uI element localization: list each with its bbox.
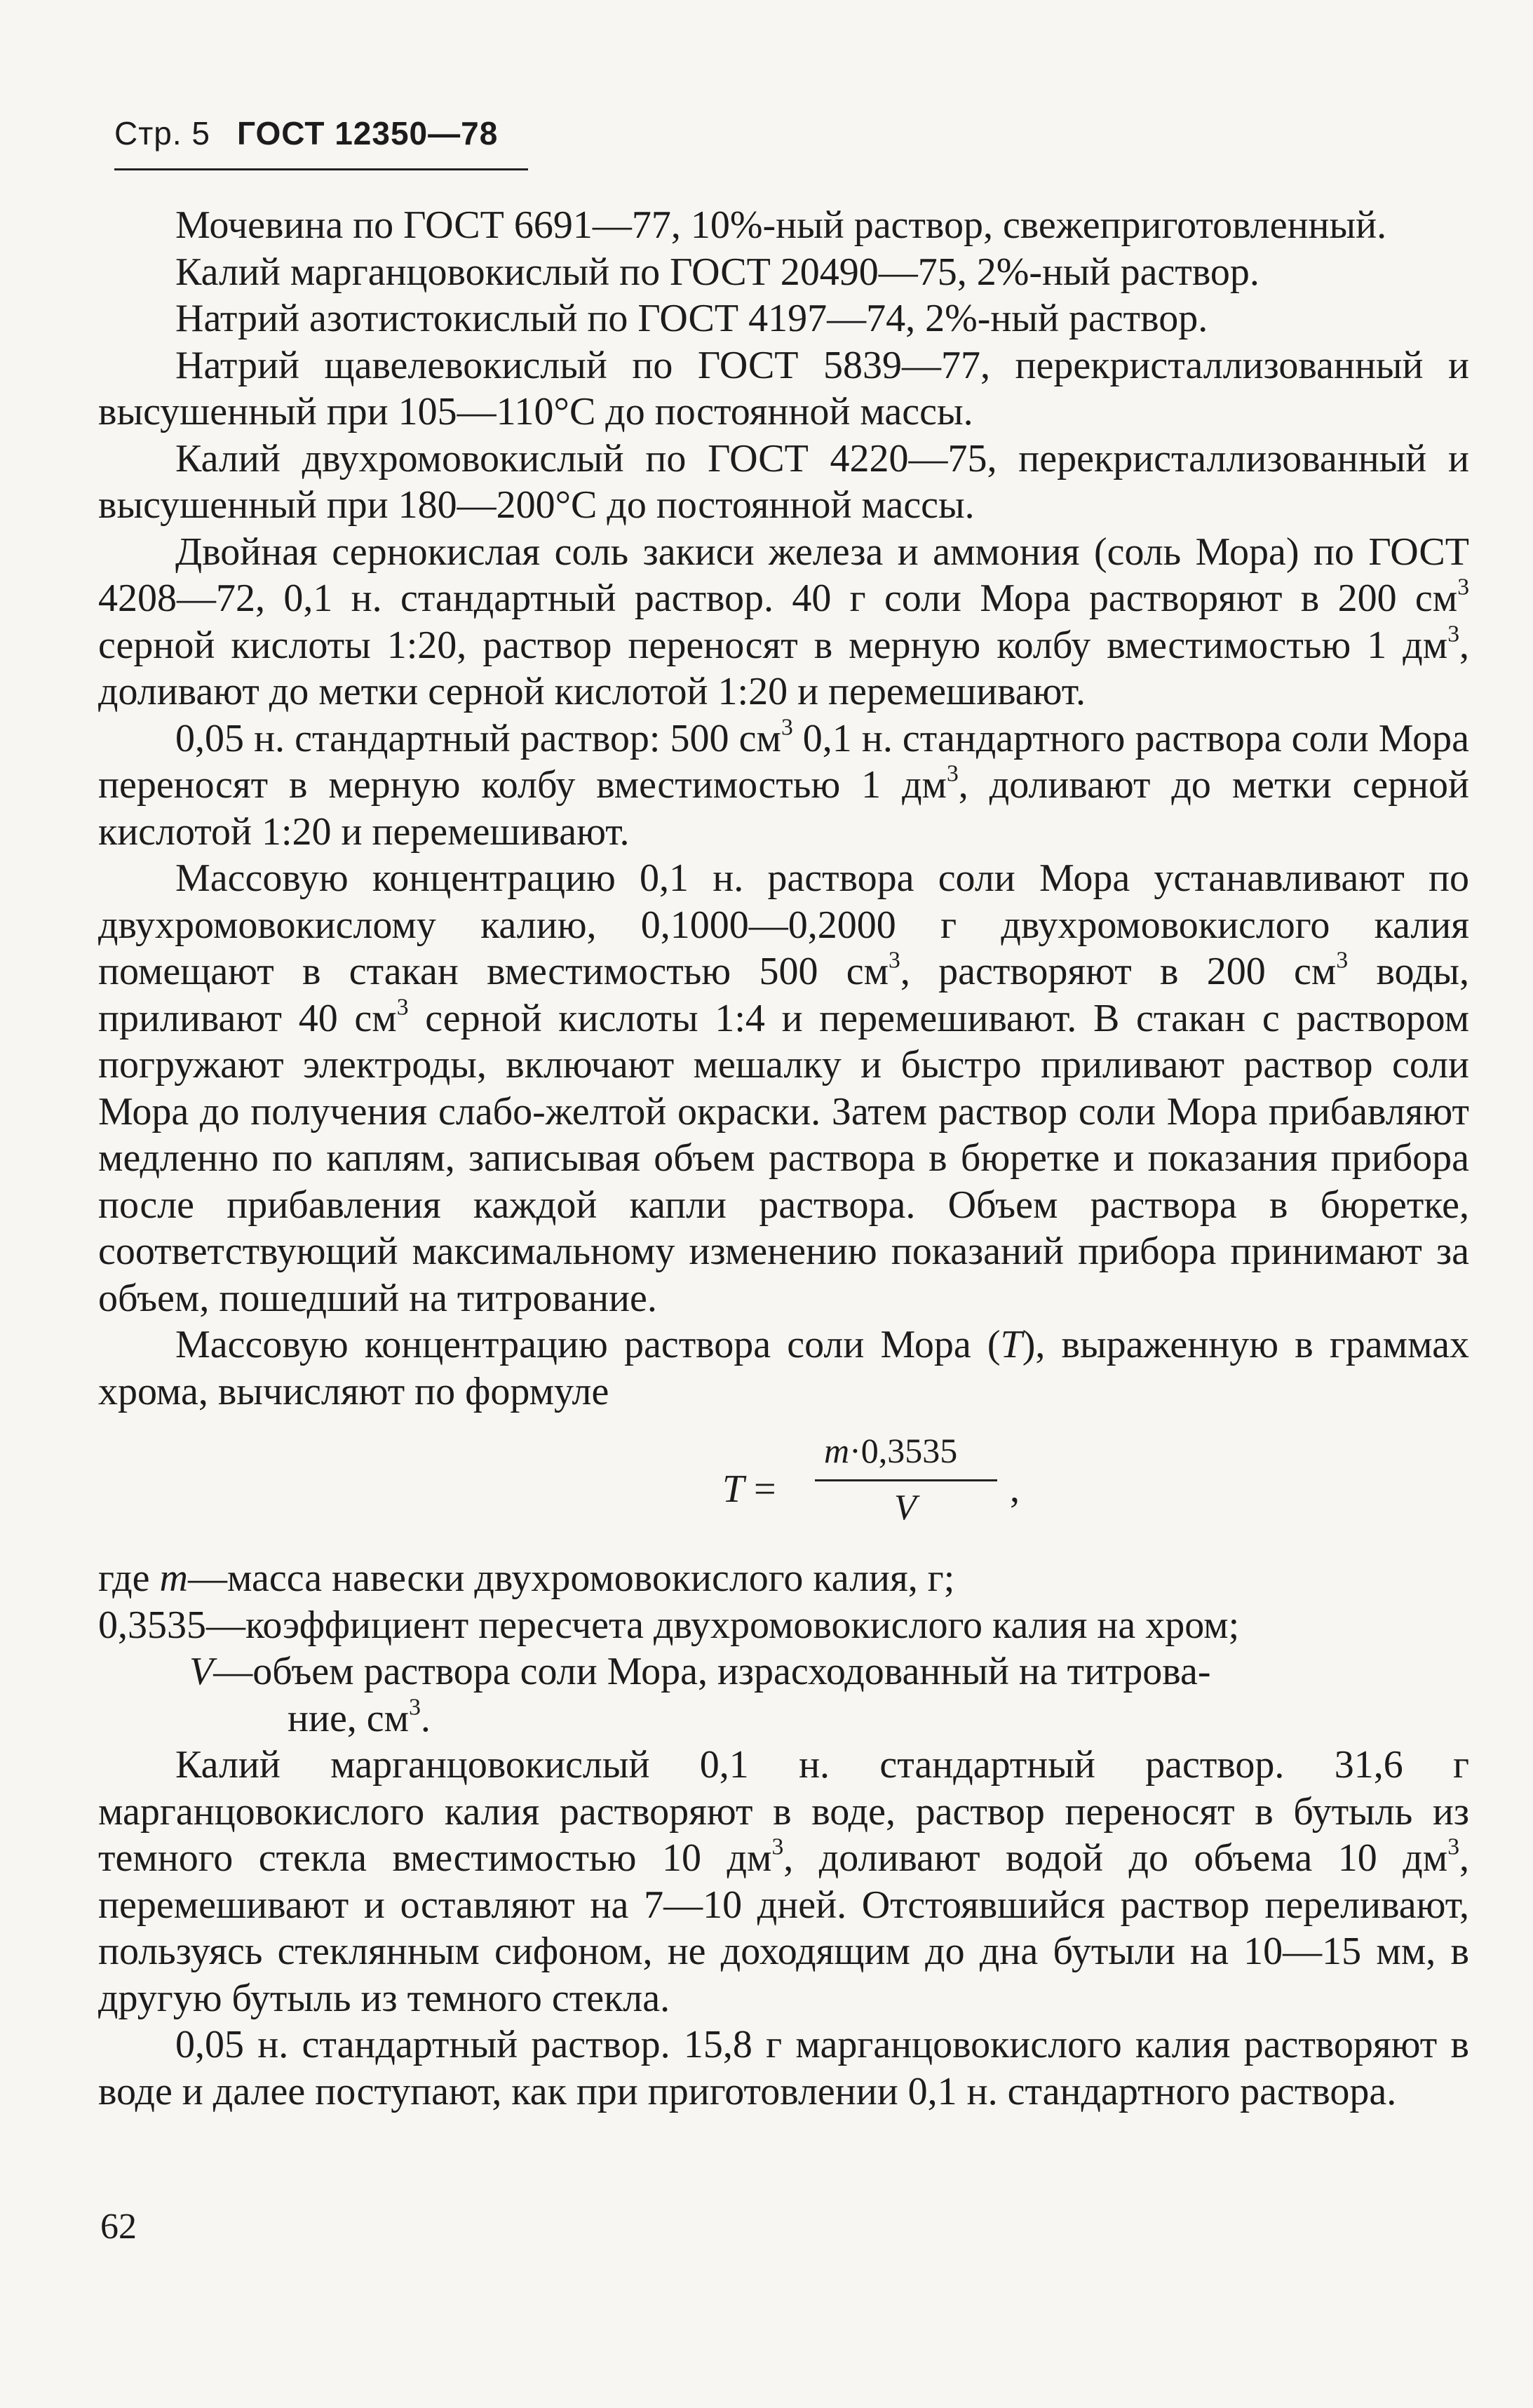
formula-comma: , bbox=[1010, 1467, 1020, 1511]
paragraph-permanganate-01n: Калий марганцовокислый 0,1 н. стандартный раствор. 31,6 г марганцовокислого калия растворяют в воде, раствор переносят в бутыль из темного стекла вместимостью 10 $дм^3$, доливают водой до объема 10 $дм^3$, перемешивают и оставляют на 7—10 дней. Отстоявшийся раствор переливают, пользуясь стеклянным сифоном, не доходящим до дна бутыли на 10—15 мм, в другую бутыль из темного стекла. bbox=[98, 1743, 1470, 2020]
header-rule bbox=[114, 168, 528, 170]
legend-m: где m—масса навески двухромовокислого калия, г; bbox=[98, 1556, 955, 1600]
page-number: 62 bbox=[100, 2207, 137, 2247]
paragraph-mohr-salt: Двойная сернокислая соль закиси железа и аммония (соль Мора) по ГОСТ 4208—72, 0,1 н. стандартный раствор. 40 г соли Мора растворяют в 200 $см^3$ серной кислоты 1:20, раствор переносят в мерную колбу вместимостью 1 $дм^3$, доливают до метки серной кислотой 1:20 и перемешивают. bbox=[98, 530, 1469, 713]
formula-block bbox=[98, 1415, 1469, 1555]
formula-lhs: T bbox=[722, 1467, 745, 1511]
formula-equals: = bbox=[754, 1467, 776, 1511]
body-text bbox=[98, 202, 1469, 2115]
legend-v: V—объем раствора соли Мора, израсходованный на титрова- bbox=[189, 1650, 1211, 1693]
paragraph-permanganate-2pct: Калий марганцовокислый по ГОСТ 20490—75, 2%-ный раствор. bbox=[175, 250, 1260, 294]
paragraph-potassium-dichromate: Калий двухромовокислый по ГОСТ 4220—75, перекристаллизованный и высушенный при 180—200°С до постоянной массы. bbox=[98, 436, 1469, 527]
paragraph-permanganate-005n: 0,05 н. стандартный раствор. 15,8 г марганцовокислого калия растворяют в воде и далее поступают, как при приготовлении 0,1 н. стандартного раствора. bbox=[98, 2023, 1469, 2113]
fraction-bar bbox=[815, 1479, 997, 1481]
formula-denominator: V bbox=[894, 1488, 917, 1528]
paragraph-urea: Мочевина по ГОСТ 6691—77, 10%-ный раствор, свежеприготовленный. bbox=[175, 203, 1387, 247]
paragraph-mohr-standardization: Массовую концентрацию 0,1 н. раствора соли Мора устанавливают по двухромовокислому калию, 0,1000—0,2000 г двухромовокислого калия помещают в стакан вместимостью 500 $см^3$, растворяют в 200 $см^3$ воды, приливают 40 $см^3$ серной кислоты 1:4 и перемешивают. В стакан с раствором погружают электроды, включают мешалку и быстро приливают раствор соли Мора до получения слабо-желтой окраски. Затем раствор соли Мора прибавляют медленно по каплям, записывая объем раствора в бюретке и показания прибора после прибавления каждой капли раствора. Объем раствора в бюретке, соответствующий максимальному изменению показаний прибора принимают за объем, пошедший на титрование. bbox=[98, 856, 1470, 1320]
paragraph-sodium-nitrite: Натрий азотистокислый по ГОСТ 4197—74, 2%-ный раствор. bbox=[175, 297, 1208, 340]
legend-coefficient: 0,3535—коэффициент пересчета двухромовокислого калия на хром; bbox=[98, 1603, 1240, 1647]
formula-numerator: m·0,3535 bbox=[824, 1431, 958, 1470]
paragraph-mohr-005n: 0,05 н. стандартный раствор: 500 $см^3$ 0,1 н. стандартного раствора соли Мора переносят в мерную колбу вместимостью 1 $дм^3$, доливают до метки серной кислотой 1:20 и перемешивают. bbox=[98, 713, 1470, 854]
page-label: Стр. 5 bbox=[114, 115, 211, 152]
running-header bbox=[114, 114, 498, 152]
standard-id: ГОСТ 12350—78 bbox=[237, 115, 499, 152]
paragraph-formula-intro: Массовую концентрацию раствора соли Мора (T), выраженную в граммах хрома, вычисляют по формуле bbox=[98, 1323, 1469, 1413]
paragraph-sodium-oxalate: Натрий щавелевокислый по ГОСТ 5839—77, перекристаллизованный и высушенный при 105—110°С до постоянной массы. bbox=[98, 343, 1469, 433]
legend-v-continued: ние, $см^3$. bbox=[288, 1693, 431, 1740]
